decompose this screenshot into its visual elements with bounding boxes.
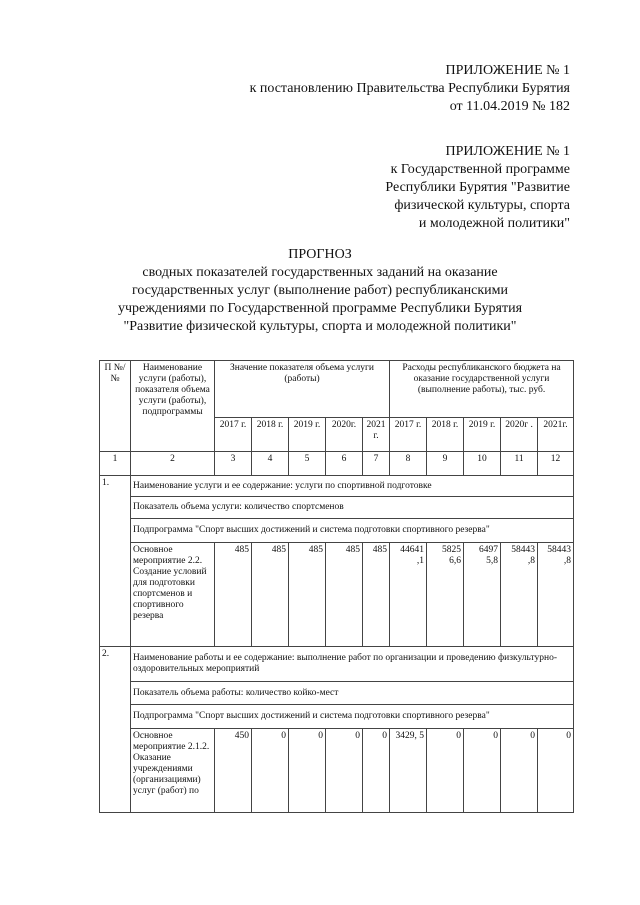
year-header: 2021 г. — [363, 418, 390, 452]
expense-value: 0 — [501, 729, 538, 813]
subprogram: Подпрограмма "Спорт высших достижений и система подготовки спортивного резерва" — [131, 705, 574, 729]
column-number: 10 — [464, 452, 501, 476]
column-number: 6 — [326, 452, 363, 476]
expense-value: 5825 6,6 — [427, 543, 464, 647]
document-title — [0, 246, 640, 336]
program-header — [385, 143, 570, 233]
volume-value: 450 — [215, 729, 252, 813]
section-2-indicator-row — [100, 682, 574, 705]
column-number: 1 — [100, 452, 131, 476]
section-1-indicator-row — [100, 497, 574, 519]
title-line-4: "Развитие физической культуры, спорта и молодежной политики" — [123, 319, 517, 334]
column-number: 3 — [215, 452, 252, 476]
year-header: 2020г. — [326, 418, 363, 452]
year-header: 2017 г. — [215, 418, 252, 452]
column-number: 7 — [363, 452, 390, 476]
title-line-3: учреждениями по Государственной программе Республики Бурятия — [117, 301, 523, 316]
header-group-expenses: Расходы республиканского бюджета на оказание государственной услуги (выполнение работы), тыс. руб. — [390, 361, 574, 418]
year-header: 2019 г. — [464, 418, 501, 452]
column-number: 12 — [538, 452, 574, 476]
title-heading: ПРОГНОЗ — [288, 247, 352, 262]
section-1-subprogram-row — [100, 519, 574, 543]
year-header: 2018 г. — [252, 418, 289, 452]
volume-value: 0 — [252, 729, 289, 813]
expense-value: 58443 ,8 — [501, 543, 538, 647]
expense-value: 6497 5,8 — [464, 543, 501, 647]
volume-indicator: Показатель объема услуги: количество спортсменов — [131, 497, 574, 519]
year-header: 2019 г. — [289, 418, 326, 452]
section-2-event-row — [100, 729, 574, 813]
expense-value: 3429, 5 — [390, 729, 427, 813]
volume-value: 485 — [363, 543, 390, 647]
expense-value: 0 — [464, 729, 501, 813]
section-2-name-row — [100, 647, 574, 682]
expense-value: 0 — [427, 729, 464, 813]
column-number: 2 — [131, 452, 215, 476]
year-header: 2020г . — [501, 418, 538, 452]
column-number: 8 — [390, 452, 427, 476]
volume-value: 485 — [326, 543, 363, 647]
column-number: 5 — [289, 452, 326, 476]
column-number: 9 — [427, 452, 464, 476]
resolution-date: от 11.04.2019 № 182 — [449, 99, 570, 114]
section-2-subprogram-row — [100, 705, 574, 729]
resolution-reference: к постановлению Правительства Республики Бурятия — [249, 81, 570, 96]
column-number: 4 — [252, 452, 289, 476]
program-reference-line-4: и молодежной политики" — [418, 216, 570, 231]
table-header-row-1 — [100, 361, 574, 418]
volume-value: 0 — [363, 729, 390, 813]
header-group-volume: Значение показателя объема услуги (работы) — [215, 361, 390, 418]
header-col-name: Наименование услуги (работы), показателя объема услуги (работы), подпрограммы — [131, 361, 215, 452]
volume-indicator: Показатель объема работы: количество койко-мест — [131, 682, 574, 705]
service-name: Наименование услуги и ее содержание: услуги по спортивной подготовке — [131, 476, 574, 497]
section-number: 2. — [100, 647, 131, 813]
event-name: Основное мероприятие 2.2. Создание условий для подготовки спортсменов и спортивного резерва — [131, 543, 215, 647]
title-line-2: государственных услуг (выполнение работ) республиканскими — [132, 283, 508, 298]
volume-value: 485 — [215, 543, 252, 647]
section-1-event-row — [100, 543, 574, 647]
forecast-table — [99, 360, 574, 813]
program-reference-line-3: физической культуры, спорта — [394, 198, 570, 213]
appendix-label-2: ПРИЛОЖЕНИЕ № 1 — [445, 144, 570, 159]
section-number: 1. — [100, 476, 131, 647]
program-reference-line-1: к Государственной программе — [390, 162, 570, 177]
year-header: 2021г. — [538, 418, 574, 452]
event-name: Основное мероприятие 2.1.2. Оказание учреждениями (организациями) услуг (работ) по — [131, 729, 215, 813]
expense-value: 0 — [538, 729, 574, 813]
volume-value: 0 — [326, 729, 363, 813]
year-header: 2017 г. — [390, 418, 427, 452]
year-header: 2018 г. — [427, 418, 464, 452]
volume-value: 485 — [252, 543, 289, 647]
column-number: 11 — [501, 452, 538, 476]
work-name: Наименование работы и ее содержание: выполнение работ по организации и проведению физкультурно-оздоровительных мероприятий — [131, 647, 574, 682]
column-number-row — [100, 452, 574, 476]
expense-value: 44641 ,1 — [390, 543, 427, 647]
subprogram: Подпрограмма "Спорт высших достижений и система подготовки спортивного резерва" — [131, 519, 574, 543]
program-reference-line-2: Республики Бурятия "Развитие — [385, 180, 570, 195]
expense-value: 58443 ,8 — [538, 543, 574, 647]
title-line-1: сводных показателей государственных заданий на оказание — [142, 265, 498, 280]
volume-value: 0 — [289, 729, 326, 813]
volume-value: 485 — [289, 543, 326, 647]
section-1-name-row — [100, 476, 574, 497]
appendix-label: ПРИЛОЖЕНИЕ № 1 — [445, 63, 570, 78]
resolution-header — [250, 62, 570, 116]
header-col-number: П №/№ — [100, 361, 131, 452]
